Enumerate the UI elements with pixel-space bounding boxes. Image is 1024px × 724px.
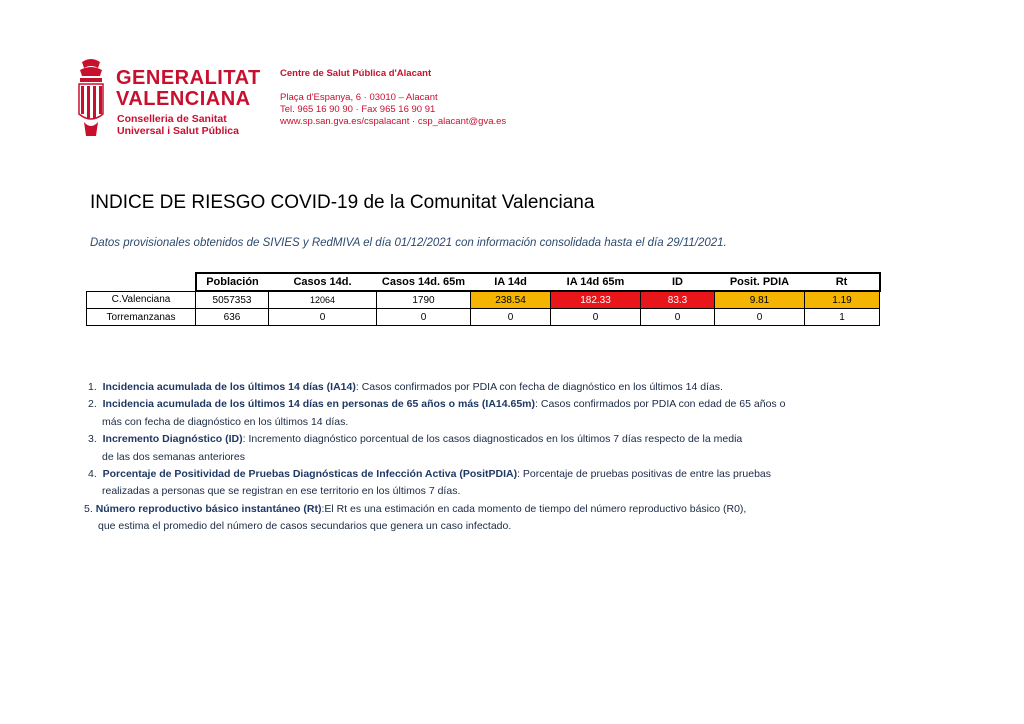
cell-rt: 1 — [805, 309, 880, 326]
cell-ia-14d: 238.54 — [471, 291, 551, 309]
note-term: Incidencia acumulada de los últimos 14 días (IA14) — [102, 381, 356, 393]
header-posit-pdia: Posit. PDIA — [715, 273, 805, 291]
cell-casos-14d: 12064 — [269, 291, 377, 309]
header-ia-14d-65m: IA 14d 65m — [551, 273, 641, 291]
contact-title: Centre de Salut Pública d'Alacant — [280, 68, 432, 79]
note-item — [88, 396, 785, 413]
note-continuation: de las dos semanas anteriores — [102, 450, 245, 463]
header-casos-14d-65m: Casos 14d. 65m — [377, 273, 471, 291]
note-number: 2. — [88, 398, 97, 411]
cell-posit-pdia: 9.81 — [715, 291, 805, 309]
cell-id: 83.3 — [641, 291, 715, 309]
cell-casos-14d: 0 — [269, 309, 377, 326]
note-item — [88, 431, 785, 448]
contact-phone: Tel. 965 16 90 90 · Fax 965 16 90 91 — [280, 104, 436, 115]
header-rt: Rt — [805, 273, 880, 291]
note-number: 1. — [88, 381, 97, 393]
header-poblacion: Población — [196, 273, 269, 291]
logo-line-2: VALENCIANA — [116, 88, 251, 110]
note-item — [88, 379, 785, 396]
cell-ia-14d-65m: 0 — [551, 309, 641, 326]
note-definition: : Incremento diagnóstico porcentual de los casos diagnosticados en los últimos 7 días respecto de la media — [242, 433, 743, 446]
note-definition: :El Rt es una estimación en cada momento de tiempo del número reproductivo básico (R0), — [321, 502, 747, 515]
cell-id: 0 — [641, 309, 715, 326]
row-name: C.Valenciana — [87, 291, 196, 309]
note-item — [84, 501, 785, 518]
header-blank — [87, 273, 196, 291]
cell-casos-14d-65m: 1790 — [377, 291, 471, 309]
note-continuation: más con fecha de diagnóstico en los últimos 14 días. — [102, 415, 349, 428]
generalitat-logo — [74, 58, 264, 142]
cell-rt: 1.19 — [805, 291, 880, 309]
note-term: Incremento Diagnóstico (ID) — [102, 433, 243, 446]
row-name: Torremanzanas — [87, 309, 196, 326]
note-definition: : Casos confirmados por PDIA con fecha de diagnóstico en los últimos 14 días. — [355, 381, 723, 393]
contact-web[interactable]: www.sp.san.gva.es/cspalacant · csp_alacant@gva.es — [280, 116, 507, 127]
header-id: ID — [641, 273, 715, 291]
cell-casos-14d-65m: 0 — [377, 309, 471, 326]
note-number: 3. — [88, 433, 97, 446]
logo-line-1: GENERALITAT — [116, 67, 261, 89]
header-casos-14d: Casos 14d. — [269, 273, 377, 291]
cell-ia-14d-65m: 182.33 — [551, 291, 641, 309]
note-number: 4. — [88, 468, 97, 481]
contact-block — [280, 68, 506, 128]
table-row — [87, 309, 880, 326]
cell-poblacion: 5057353 — [196, 291, 269, 309]
table-header-row — [87, 273, 880, 291]
logo-subtitle-1: Conselleria de Sanitat — [117, 113, 227, 125]
header-ia-14d: IA 14d — [471, 273, 551, 291]
document-subtitle: Datos provisionales obtenidos de SIVIES y RedMIVA el día 01/12/2021 con información consolidada hasta el día 29/11/2021. — [90, 237, 727, 249]
note-definition: : Casos confirmados por PDIA con edad de 65 años o — [535, 398, 786, 411]
definitions-list — [84, 379, 786, 536]
note-definition: : Porcentaje de pruebas positivas de entre las pruebas — [517, 468, 772, 481]
note-item — [88, 466, 785, 483]
cell-ia-14d: 0 — [471, 309, 551, 326]
note-term: Porcentaje de Positividad de Pruebas Diagnósticas de Infección Activa (PositPDIA) — [102, 468, 518, 481]
logo-subtitle-2: Universal i Salut Pública — [117, 125, 239, 137]
document-title: INDICE DE RIESGO COVID-19 de la Comunitat Valenciana — [90, 192, 595, 213]
risk-index-table — [86, 272, 881, 326]
cell-poblacion: 636 — [196, 309, 269, 326]
note-continuation: realizadas a personas que se registran en ese territorio en los últimos 7 días. — [102, 485, 461, 498]
note-number: 5. — [84, 502, 93, 515]
note-continuation: que estima el promedio del número de casos secundarios que genera un caso infectado. — [98, 520, 512, 533]
table-row — [87, 291, 880, 309]
contact-address: Plaça d'Espanya, 6 · 03010 – Alacant — [280, 92, 438, 103]
cell-posit-pdia: 0 — [715, 309, 805, 326]
coat-of-arms-icon — [74, 58, 108, 138]
note-term: Incidencia acumulada de los últimos 14 días en personas de 65 años o más (IA14.65m) — [102, 398, 536, 411]
note-term: Número reproductivo básico instantáneo (Rt) — [95, 502, 322, 515]
